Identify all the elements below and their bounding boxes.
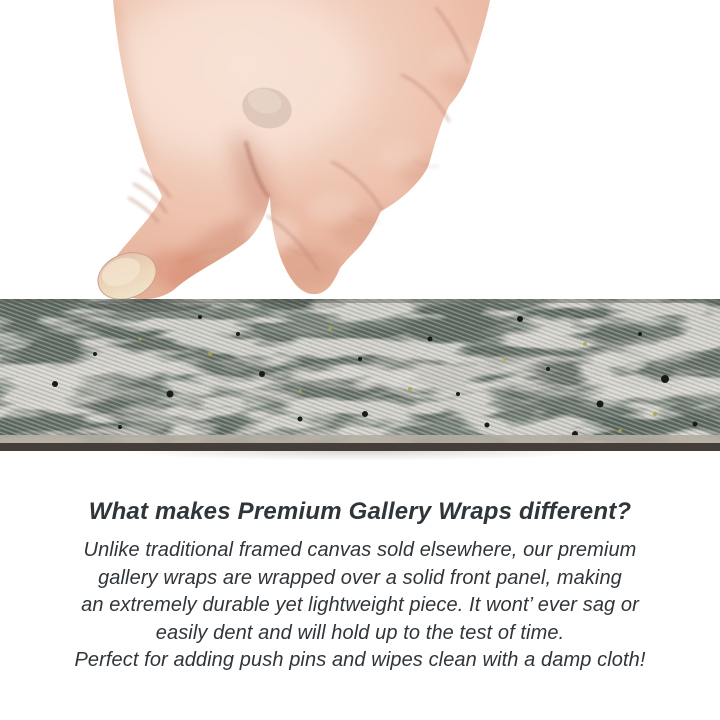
canvas-shadow: [12, 451, 708, 465]
caption-line-2: gallery wraps are wrapped over a solid front panel, making: [98, 566, 622, 589]
hand-photo: [0, 0, 720, 300]
canvas-texture: [0, 299, 720, 451]
canvas-edge-line: [0, 443, 720, 451]
caption-line-1: Unlike traditional framed canvas sold elsewhere, our premium: [83, 539, 637, 561]
hand-illustration: [0, 0, 720, 300]
caption-line-3: an extremely durable yet lightweight piece. It wont’ ever sag or: [81, 594, 639, 616]
caption-block: [0, 497, 720, 675]
caption-line-4: easily dent and will hold up to the test of time.: [155, 621, 565, 644]
caption-line-5: Perfect for adding push pins and wipes clean with a damp cloth!: [74, 649, 646, 671]
canvas-bottom-fold: [0, 435, 720, 444]
canvas-edge-photo: [0, 299, 720, 451]
caption-heading: What makes Premium Gallery Wraps different?: [88, 498, 632, 525]
